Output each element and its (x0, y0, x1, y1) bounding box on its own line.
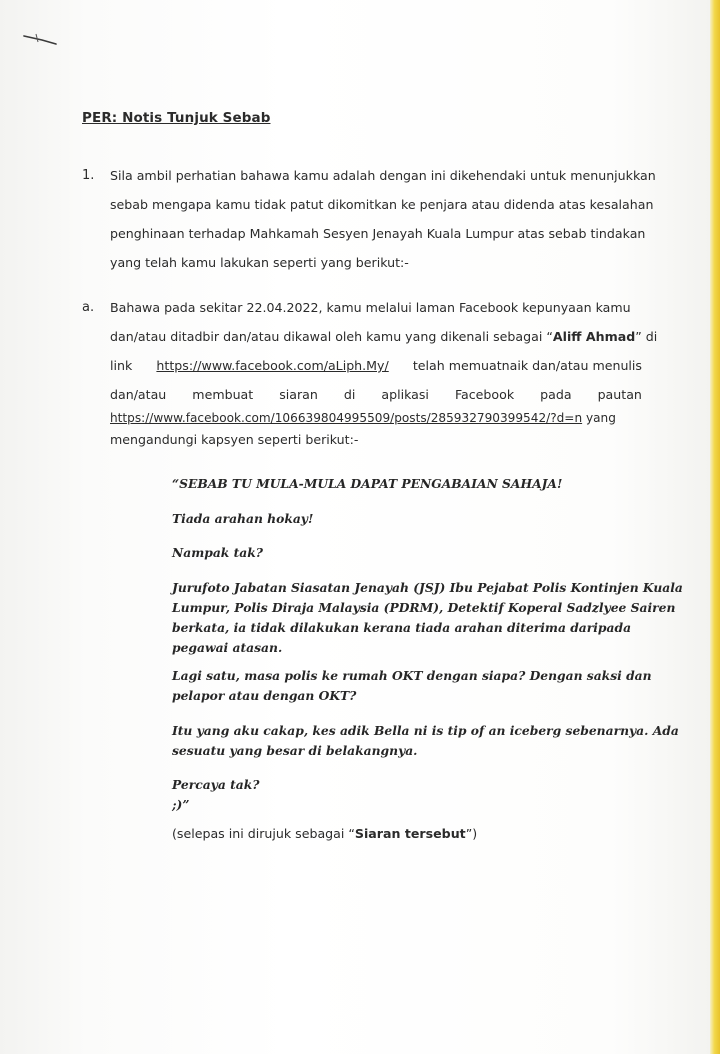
quote-line: Lagi satu, masa polis ke rumah OKT dengan siapa? Dengan saksi dan (172, 668, 652, 683)
quote-line: ;)” (172, 797, 190, 812)
text-fragment: yang (585, 411, 616, 425)
subject-heading: PER: Notis Tunjuk Sebab (82, 110, 271, 126)
quote-line: sesuatu yang besar di belakangnya. (172, 743, 418, 758)
word: aplikasi (381, 387, 429, 402)
quote-line: Itu yang aku cakap, kes adik Bella ni is tip of an iceberg sebenarnya. Ada (172, 723, 679, 738)
text-fragment: ” di (635, 329, 658, 344)
para-1-line: yang telah kamu lakukan seperti yang berikut:- (110, 255, 409, 270)
facebook-profile-link[interactable]: https://www.facebook.com/aLiph.My/ (156, 358, 389, 373)
para-a-line-3 (110, 358, 642, 374)
quote-line: “SEBAB TU MULA-MULA DAPAT PENGABAIAN SAHAJA! (172, 476, 563, 491)
para-a-line-4 (110, 387, 642, 403)
quote-paragraph (172, 474, 642, 494)
para-a-line-5 (110, 410, 642, 426)
word: di (343, 387, 356, 402)
para-1-line: Sila ambil perhatian bahawa kamu adalah dengan ini dikehendaki untuk menunjukkan (110, 168, 656, 183)
quote-line: berkata, ia tidak dilakukan kerana tiada arahan diterima daripada (172, 620, 632, 635)
quote-line: Tiada arahan hokay! (172, 511, 314, 526)
word: Facebook (454, 387, 515, 402)
text-fragment: dan/atau ditadbir dan/atau dikawal oleh kamu yang dikenali sebagai “ (110, 329, 553, 344)
defined-term: Siaran tersebut (354, 826, 466, 841)
quote-line: pelapor atau dengan OKT? (172, 688, 357, 703)
quote-paragraph (172, 721, 679, 761)
quote-line: Percaya tak? (172, 777, 260, 792)
quote-line: Lumpur, Polis Diraja Malaysia (PDRM), Detektif Koperal Sadzlyee Sairen (172, 600, 676, 615)
defined-term-line (172, 826, 477, 841)
word: pada (540, 387, 572, 402)
word: dan/atau (110, 387, 167, 402)
quote-line: pegawai atasan. (172, 640, 283, 655)
word: siaran (279, 387, 318, 402)
para-1-number: 1. (82, 168, 95, 183)
text-fragment: link (110, 358, 133, 373)
quote-line: Nampak tak? (172, 545, 263, 560)
word: membuat (192, 387, 254, 402)
para-1-line: penghinaan terhadap Mahkamah Sesyen Jenayah Kuala Lumpur atas sebab tindakan (110, 226, 646, 241)
quote-paragraph (172, 578, 683, 658)
para-a-line-6: mengandungi kapsyen seperti berikut:- (110, 432, 359, 447)
staple-mark (22, 30, 58, 48)
quote-paragraph (172, 775, 642, 815)
quote-paragraph (172, 666, 652, 706)
quote-paragraph (172, 509, 642, 529)
para-a-line-2 (110, 329, 658, 345)
text-fragment: ”) (465, 826, 478, 841)
word: pautan (597, 387, 642, 402)
para-a-marker: a. (82, 300, 95, 315)
para-a-line-1: Bahawa pada sekitar 22.04.2022, kamu melalui laman Facebook kepunyaan kamu (110, 300, 631, 315)
para-1-line: sebab mengapa kamu tidak patut dikomitkan ke penjara atau didenda atas kesalahan (110, 197, 654, 212)
text-fragment: telah memuatnaik dan/atau menulis (412, 358, 642, 373)
facebook-post-link[interactable]: https://www.facebook.com/106639804995509/posts/285932790399542/?d=n (110, 411, 583, 425)
account-name: Aliff Ahmad (552, 329, 636, 344)
quote-paragraph (172, 543, 642, 563)
quote-line: Jurufoto Jabatan Siasatan Jenayah (JSJ) Ibu Pejabat Polis Kontinjen Kuala (172, 580, 683, 595)
yellow-page-edge (710, 0, 720, 1054)
text-fragment: (selepas ini dirujuk sebagai “ (172, 826, 355, 841)
